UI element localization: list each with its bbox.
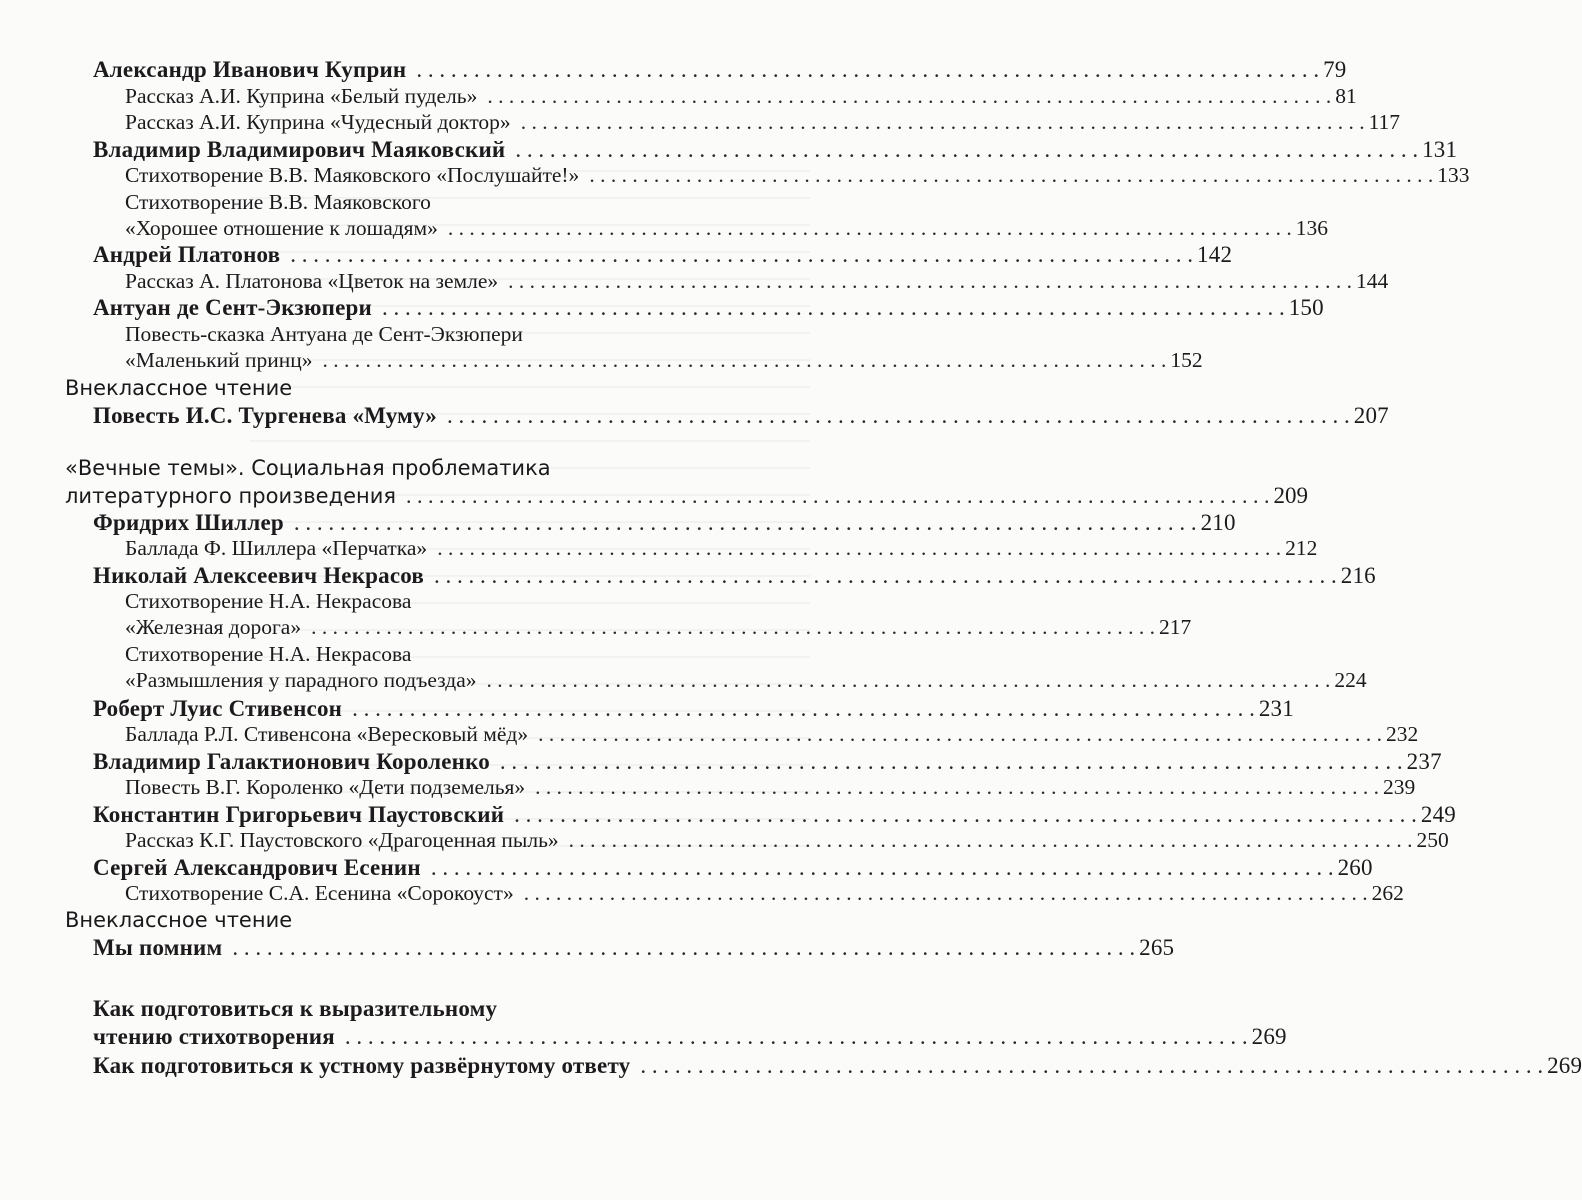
toc-page-number: 224 xyxy=(1334,668,1367,692)
toc-entry-deti-podzemelya[interactable] xyxy=(125,775,1416,799)
leader-dots xyxy=(431,856,1334,879)
leader-dots xyxy=(447,404,1350,427)
toc-page-number: 210 xyxy=(1200,510,1236,535)
toc-page-number: 239 xyxy=(1383,775,1416,799)
leader-dots xyxy=(487,86,1331,108)
toc-entry-title: Как подготовиться к устному развёрнутому ответу xyxy=(93,1053,631,1078)
toc-page-number: 209 xyxy=(1273,483,1309,508)
toc-entry-title: Владимир Владимирович Маяковский xyxy=(93,137,506,162)
leader-dots xyxy=(382,296,1285,319)
toc-entry-bely-pudel[interactable] xyxy=(125,84,1357,108)
leader-dots xyxy=(487,670,1331,692)
toc-entry-stevenson[interactable] xyxy=(93,696,1294,721)
toc-entry-title: Антуан де Сент-Экзюпери xyxy=(93,295,372,320)
leader-dots xyxy=(323,350,1167,372)
leader-dots xyxy=(589,165,1433,187)
leader-dots xyxy=(416,58,1319,81)
toc-entry-title: Андрей Платонов xyxy=(93,242,281,267)
toc-entry-zheleznaya-doroga[interactable] xyxy=(125,615,1192,639)
leader-dots xyxy=(294,511,1197,534)
toc-page-number: 250 xyxy=(1416,828,1449,852)
toc-entry-title: Стихотворение В.В. Маяковского «Послушайте!» xyxy=(125,163,580,187)
toc-entry-title: литературного произведения xyxy=(65,484,397,508)
toc-entry-title: Баллада Ф. Шиллера «Перчатка» xyxy=(125,536,428,560)
toc-page-number: 144 xyxy=(1356,269,1389,293)
leader-dots xyxy=(569,830,1413,852)
toc-entry-saint-exupery[interactable] xyxy=(93,295,1324,320)
toc-entry-platonov[interactable] xyxy=(93,242,1233,267)
leader-dots xyxy=(500,750,1403,773)
toc-entry-title: Баллада Р.Л. Стивенсона «Вересковый мёд» xyxy=(125,722,529,746)
toc-page-number: 79 xyxy=(1323,57,1347,82)
toc-entry-kuprin[interactable] xyxy=(93,57,1347,82)
toc-entry-korolenko[interactable] xyxy=(93,749,1442,774)
section-heading-extracurricular[interactable]: Внеклассное чтение xyxy=(65,376,293,400)
leader-dots xyxy=(640,1054,1543,1077)
toc-page-number: 265 xyxy=(1139,935,1175,960)
toc-page-number: 81 xyxy=(1335,84,1357,108)
toc-entry-razmyshleniya[interactable] xyxy=(125,668,1367,692)
toc-page-number: 269 xyxy=(1251,1024,1287,1049)
toc-entry-mayakovsky[interactable] xyxy=(93,137,1458,162)
toc-entry-title: «Железная дорога» xyxy=(125,615,302,639)
toc-entry-line1: Стихотворение Н.А. Некрасова xyxy=(125,589,412,613)
toc-entry-line1: Как подготовиться к выразительному xyxy=(93,996,498,1021)
toc-entry-title: «Маленький принц» xyxy=(125,348,313,372)
leader-dots xyxy=(434,564,1337,587)
toc-entry-schiller[interactable] xyxy=(93,510,1236,535)
toc-entry-my-pomnim[interactable] xyxy=(93,935,1175,960)
toc-entry-title: Николай Алексеевич Некрасов xyxy=(93,563,424,588)
toc-entry-line1: Повесть-сказка Антуана де Сент-Экзюпери xyxy=(125,322,523,346)
toc-entry-dragotsennaya-pyl[interactable] xyxy=(125,828,1449,852)
leader-dots xyxy=(538,724,1382,746)
toc-entry-sorokoust[interactable] xyxy=(125,881,1404,905)
toc-entry-title: Рассказ К.Г. Паустовского «Драгоценная пыль» xyxy=(125,828,559,852)
toc-entry-paustovsky[interactable] xyxy=(93,802,1457,827)
leader-dots xyxy=(524,883,1368,905)
leader-dots xyxy=(352,697,1255,720)
toc-entry-khoroshee-otnoshenie[interactable] xyxy=(125,216,1329,240)
toc-entry-esenin[interactable] xyxy=(93,855,1373,880)
toc-page-number: 136 xyxy=(1295,216,1329,240)
leader-dots xyxy=(232,936,1135,959)
toc-entry-nekrasov[interactable] xyxy=(93,563,1376,588)
toc-page-number: 142 xyxy=(1197,242,1233,267)
toc-entry-title: Александр Иванович Куприн xyxy=(93,57,407,82)
toc-entry-title: Сергей Александрович Есенин xyxy=(93,855,421,880)
toc-page-number: 217 xyxy=(1158,615,1192,639)
toc-entry-title: Рассказ А.И. Куприна «Белый пудель» xyxy=(125,84,478,108)
leader-dots xyxy=(290,243,1193,266)
toc-entry-eternal-themes[interactable] xyxy=(65,483,1309,508)
toc-entry-title: «Хорошее отношение к лошадям» xyxy=(125,216,438,240)
toc-entry-vereskovy-myod[interactable] xyxy=(125,722,1419,746)
leader-dots xyxy=(437,538,1281,560)
toc-entry-line1: Стихотворение В.В. Маяковского xyxy=(125,190,431,214)
toc-entry-title: Повесть И.С. Тургенева «Муму» xyxy=(93,403,438,428)
section-heading-eternal-themes: «Вечные темы». Социальная проблематика xyxy=(65,456,551,480)
toc-page-number: 231 xyxy=(1258,696,1294,721)
toc-entry-title: Повесть В.Г. Короленко «Дети подземелья» xyxy=(125,775,526,799)
toc-page-number: 212 xyxy=(1285,536,1318,560)
toc-entry-title: Владимир Галактионович Короленко xyxy=(93,749,490,774)
toc-entry-tsvetok-na-zemle[interactable] xyxy=(125,269,1389,293)
leader-dots xyxy=(514,803,1417,826)
toc-entry-line1: Стихотворение Н.А. Некрасова xyxy=(125,642,412,666)
leader-dots xyxy=(311,617,1155,639)
toc-entry-title: Фридрих Шиллер xyxy=(93,510,284,535)
leader-dots xyxy=(515,138,1418,161)
leader-dots xyxy=(406,485,1270,507)
section-heading-extracurricular-2[interactable]: Внеклассное чтение xyxy=(65,908,293,932)
leader-dots xyxy=(535,777,1379,799)
toc-page-number: 131 xyxy=(1422,137,1458,162)
toc-entry-ustny-otvet[interactable] xyxy=(93,1053,1582,1078)
toc-page-number: 249 xyxy=(1420,802,1457,827)
toc-entry-poslushayte[interactable] xyxy=(125,163,1470,187)
leader-dots xyxy=(345,1025,1248,1048)
toc-entry-title: Рассказ А.И. Куприна «Чудесный доктор» xyxy=(125,110,511,134)
toc-page-number: 260 xyxy=(1337,855,1373,880)
toc-page-number: 207 xyxy=(1353,403,1389,428)
toc-page-number: 150 xyxy=(1288,295,1324,320)
toc-entry-title: Рассказ А. Платонова «Цветок на земле» xyxy=(125,269,499,293)
toc-page-number: 117 xyxy=(1368,110,1401,134)
leader-dots xyxy=(508,271,1352,293)
toc-entry-vyrazitelnoe-chtenie[interactable] xyxy=(93,1024,1287,1049)
toc-entry-title: Роберт Луис Стивенсон xyxy=(93,696,343,721)
toc-entry-mumu[interactable] xyxy=(93,403,1389,428)
toc-page-number: 269 xyxy=(1547,1053,1582,1078)
toc-entry-title: «Размышления у парадного подъезда» xyxy=(125,668,477,692)
leader-dots xyxy=(521,112,1365,134)
leader-dots xyxy=(448,218,1292,240)
toc-entry-title: Константин Григорьевич Паустовский xyxy=(93,802,505,827)
toc-page-number: 152 xyxy=(1170,348,1203,372)
toc-page-number: 216 xyxy=(1340,563,1376,588)
toc-entry-title: Стихотворение С.А. Есенина «Сорокоуст» xyxy=(125,881,514,905)
toc-page-number: 262 xyxy=(1371,881,1404,905)
toc-entry-title: чтению стихотворения xyxy=(93,1024,335,1049)
toc-entry-perchatka[interactable] xyxy=(125,536,1318,560)
toc-entry-title: Мы помним xyxy=(93,935,223,960)
toc-page-number: 133 xyxy=(1437,163,1470,187)
toc-entry-chudesny-doktor[interactable] xyxy=(125,110,1401,134)
toc-page-number: 237 xyxy=(1406,749,1442,774)
toc-entry-malenky-prints[interactable] xyxy=(125,348,1203,372)
toc-page-number: 232 xyxy=(1385,722,1419,746)
